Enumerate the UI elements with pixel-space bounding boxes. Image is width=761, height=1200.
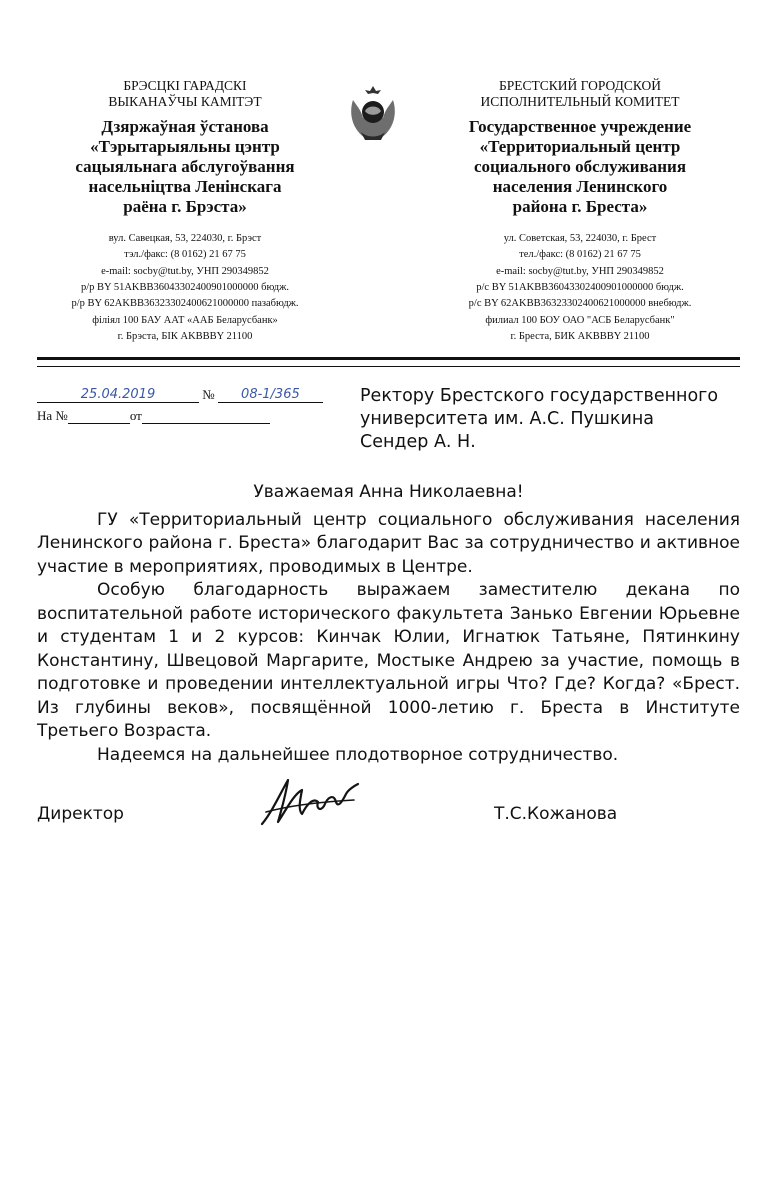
addressee: Ректору Брестского государственного университета им. А.С. Пушкина Сендер А. Н. bbox=[360, 386, 719, 453]
header-left-requisites: вул. Савецкая, 53, 224030, г. Брэст тэл./факс: (8 0162) 21 67 75 e-mail: socby@tut.by, УНП 290349852 р/р BY 51AKBB36043302400901000000 бюдж. р/р BY 62AKBB36323302400621000000 пазабюдж. філіял 100 БАУ ААТ «ААБ Беларусбанк» г. Брэста, БІК AKBBBY 21100 bbox=[71, 233, 299, 342]
paragraph-1: ГУ «Территориальный центр социального обслуживания населения Ленинского района г. Бреста» благодарит Вас за сотрудничество и активное участие в мероприятиях, проводимых в Центре. bbox=[37, 510, 740, 577]
paragraph-2: Особую благодарность выражаем заместителю декана по воспитательной работе исторического факультета Занько Евгении Юрьевне и студентам 1 и 2 курсов: Кинчак Юлии, Игнатюк Татьяне, Пятинкину Константину, Швецовой Маргарите, Мостыке Андрею за участие, помощь в подготовке и проведении интеллектуальной игры Что? Где? Когда? «Брест. Из глубины веков», посвящённой 1000-летию г. Бреста в Институте Третьего Возраста. bbox=[37, 580, 740, 742]
document-date: 25.04.2019 bbox=[80, 387, 156, 402]
signatory-name: Т.С.Кожанова bbox=[494, 804, 618, 824]
greeting: Уважаемая Анна Николаевна! bbox=[253, 482, 524, 502]
header-right-authority: БРЕСТСКИЙ ГОРОДСКОЙ ИСПОЛНИТЕЛЬНЫЙ КОМИТЕТ bbox=[480, 78, 680, 110]
header-divider-thick bbox=[37, 357, 740, 360]
header-left bbox=[30, 78, 340, 345]
header-right-institution: Государственное учреждение «Территориальный центр социального обслуживания населения Ленинского района г. Бреста» bbox=[468, 116, 692, 217]
from-label: от bbox=[129, 408, 142, 423]
header-divider-thin bbox=[37, 366, 740, 367]
state-emblem-icon bbox=[343, 80, 403, 144]
paragraph-3: Надеемся на дальнейшее плодотворное сотрудничество. bbox=[97, 744, 619, 765]
number-label: № bbox=[202, 387, 215, 402]
signature-icon bbox=[258, 772, 370, 830]
outgoing-reference bbox=[37, 386, 337, 424]
document-number: 08-1/365 bbox=[241, 387, 300, 402]
signatory-position: Директор bbox=[37, 804, 124, 824]
header-left-institution: Дзяржаўная ўстанова «Тэрытарыяльны цэнтр сацыяльнага абслугоўвання насельніцтва Ленінскага раёна г. Брэста» bbox=[75, 116, 295, 217]
header-right bbox=[420, 78, 740, 345]
header-left-authority: БРЭСЦКІ ГАРАДСКІ ВЫКАНАЎЧЫ КАМІТЭТ bbox=[108, 78, 262, 110]
reference-label: На № bbox=[37, 408, 68, 423]
header-right-requisites: ул. Советская, 53, 224030, г. Брест тел./факс: (8 0162) 21 67 75 e-mail: socby@tut.by, УНП 290349852 р/с BY 51AKBB36043302400901000000 бюдж. р/с BY 62AKBB36323302400621000000 внебюдж. филиал 100 БОУ ОАО "АСБ Беларусбанк" г. Бреста, БИК AKBBBY 21100 bbox=[468, 233, 692, 342]
letter-body bbox=[37, 509, 740, 767]
